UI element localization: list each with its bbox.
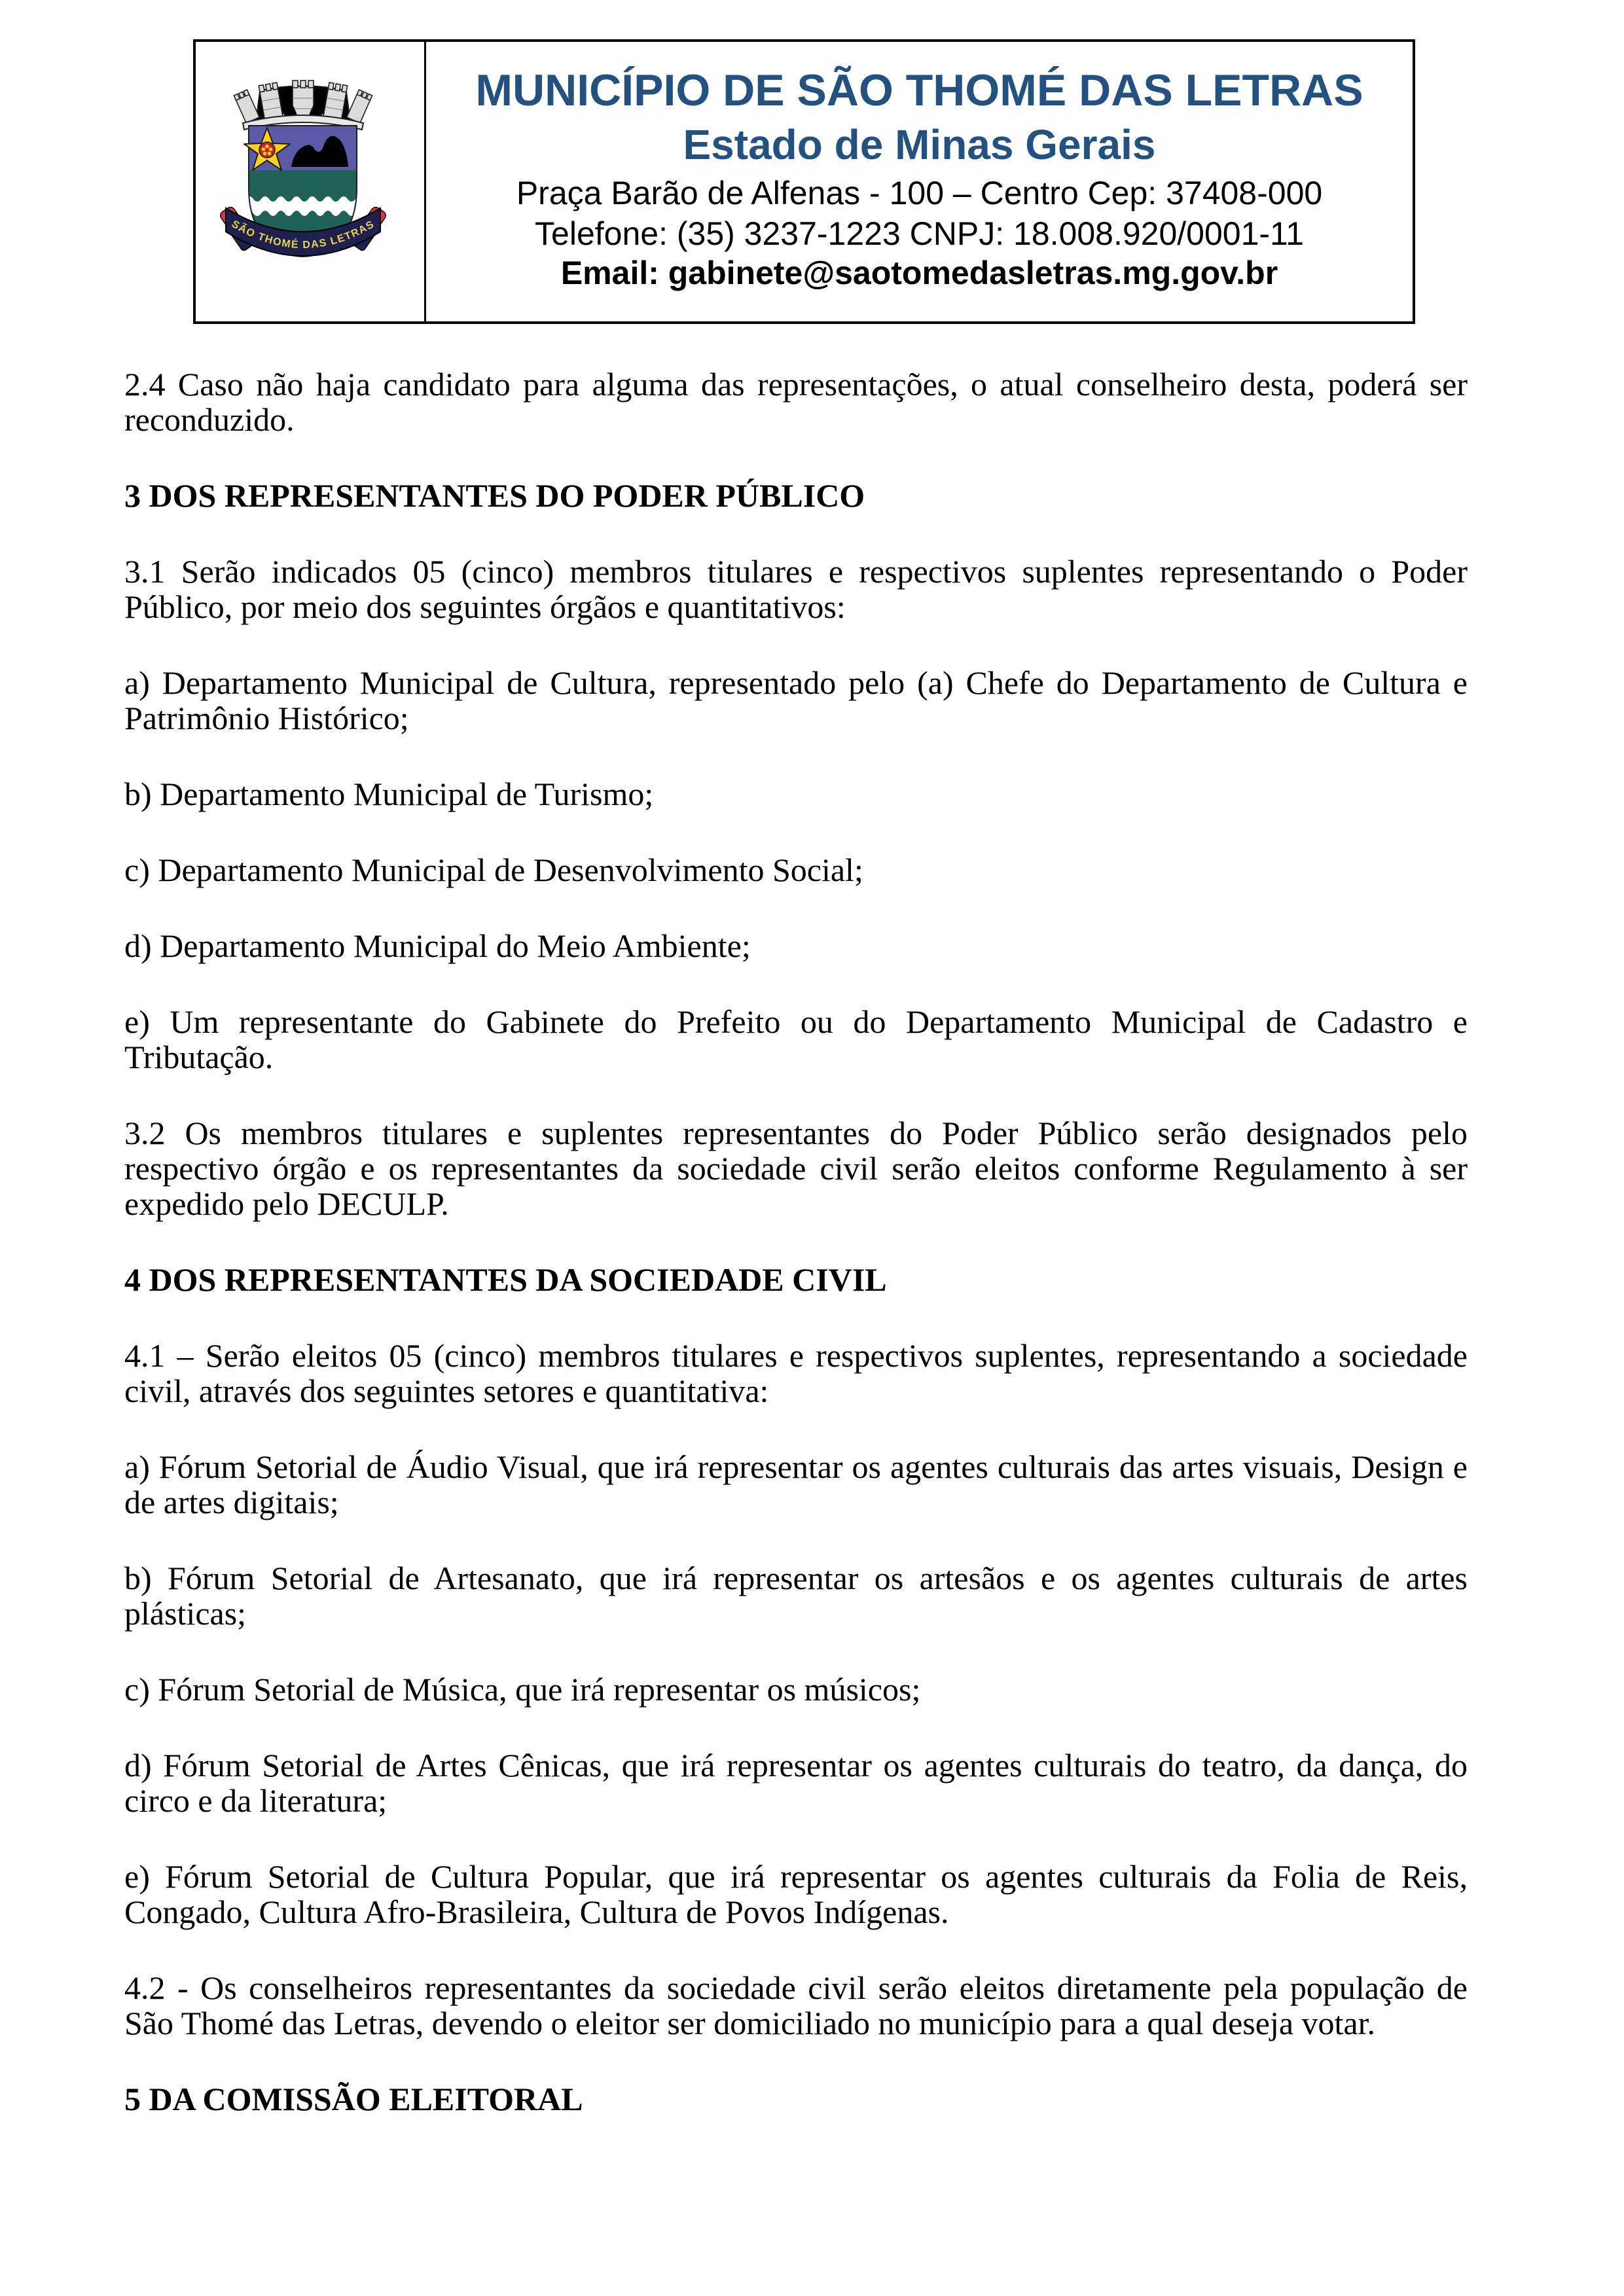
crest-motto-text: SÃO THOMÉ DAS LETRAS: [229, 218, 377, 251]
paragraph: 4.1 – Serão eleitos 05 (cinco) membros titulares e respectivos suplentes, representando a sociedade civil, através dos seguintes setores e quantitativa:: [124, 1337, 1468, 1409]
mural-crown-icon: [234, 81, 372, 130]
paragraph: 3.1 Serão indicados 05 (cinco) membros titulares e respectivos suplentes representando o Poder Público, por meio dos seguintes órgãos e quantitativos:: [124, 553, 1468, 625]
section-heading: 4 DOS REPRESENTANTES DA SOCIEDADE CIVIL: [124, 1261, 887, 1298]
address-line: Praça Barão de Alfenas - 100 – Centro Cep: 37408-000: [516, 175, 1323, 211]
paragraph: 3.2 Os membros titulares e suplentes representantes do Poder Público serão designados pelo respectivo órgão e os representantes da sociedade civil serão eleitos conforme Regulamento à ser expedido pelo DECULP.: [124, 1115, 1468, 1222]
paragraph: a) Fórum Setorial de Áudio Visual, que irá representar os agentes culturais das artes visuais, Design e de artes digitais;: [124, 1448, 1468, 1520]
section-heading: 5 DA COMISSÃO ELEITORAL: [124, 2081, 583, 2117]
email-line: Email: gabinete@saotomedasletras.mg.gov.br: [560, 255, 1278, 291]
paragraph: 4.2 - Os conselheiros representantes da sociedade civil serão eleitos diretamente pela população de São Thomé das Letras, devendo o eleitor ser domiciliado no município para a qual deseja votar.: [124, 1969, 1468, 2041]
phone-cnpj-line: Telefone: (35) 3237-1223 CNPJ: 18.008.920/0001-11: [535, 215, 1304, 252]
paragraph: c) Departamento Municipal de Desenvolvimento Social;: [124, 852, 863, 888]
paragraph: e) Um representante do Gabinete do Prefeito ou do Departamento Municipal de Cadastro e Tributação.: [124, 1003, 1468, 1075]
paragraph: 2.4 Caso não haja candidato para alguma das representações, o atual conselheiro desta, poderá ser reconduzido.: [124, 366, 1468, 438]
paragraph: b) Departamento Municipal de Turismo;: [124, 776, 654, 812]
crest-cell: [196, 42, 426, 321]
letterhead: [193, 39, 1415, 324]
municipal-coat-of-arms-icon: [219, 80, 387, 274]
paragraph: a) Departamento Municipal de Cultura, representado pelo (a) Chefe do Departamento de Cultura e Patrimônio Histórico;: [124, 664, 1468, 736]
letterhead-text: [426, 42, 1413, 321]
org-name: MUNICÍPIO DE SÃO THOMÉ DAS LETRAS: [475, 65, 1363, 115]
paragraph: c) Fórum Setorial de Música, que irá representar os músicos;: [124, 1671, 921, 1708]
paragraph: e) Fórum Setorial de Cultura Popular, que irá representar os agentes culturais da Folia de Reis, Congado, Cultura Afro-Brasileira, Cultura de Povos Indígenas.: [124, 1858, 1468, 1930]
state-line: Estado de Minas Gerais: [683, 121, 1156, 168]
paragraph: d) Fórum Setorial de Artes Cênicas, que irá representar os agentes culturais do teatro, da dança, do circo e da literatura;: [124, 1747, 1468, 1819]
document-body: [124, 367, 1468, 2157]
paragraph: b) Fórum Setorial de Artesanato, que irá representar os artesãos e os agentes culturais de artes plásticas;: [124, 1560, 1468, 1632]
section-heading: 3 DOS REPRESENTANTES DO PODER PÚBLICO: [124, 477, 865, 514]
paragraph: d) Departamento Municipal do Meio Ambiente;: [124, 927, 751, 964]
